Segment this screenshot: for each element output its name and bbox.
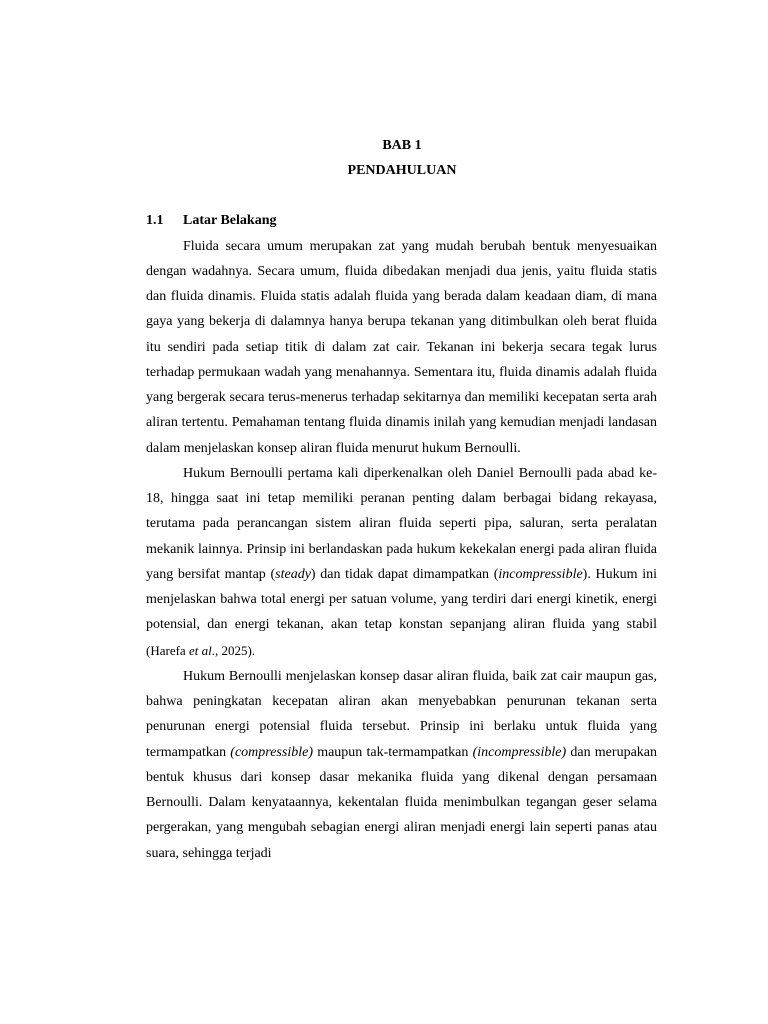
italic-term: incompressible (498, 566, 583, 582)
paragraph-text: ). Hukum ini menjelaskan bahwa total energi per satuan volume, yang terdiri dari energi kinetik, energi potensial, dan energi tekanan, akan tetap konstan sepanjang aliran fluida yang stabil (146, 566, 657, 633)
italic-term: steady (275, 566, 311, 582)
paragraph (146, 664, 657, 866)
citation-year: 2025). (221, 642, 256, 658)
paragraph: Fluida secara umum merupakan zat yang mudah berubah bentuk menyesuaikan dengan wadahnya. Secara umum, fluida dibedakan menjadi dua jenis, yaitu fluida statis dan fluida dinamis. Fluida statis adalah fluida yang berada dalam keadaan diam, di mana gaya yang bekerja di dalamnya hanya berupa tekanan yang ditimbulkan oleh berat fluida itu sendiri pada setiap titik di dalam zat cair. Tekanan ini bekerja secara tegak lurus terhadap permukaan wadah yang menahannya. Sementara itu, fluida dinamis adalah fluida yang bergerak secara terus-menerus terhadap sekitarnya dan memiliki kecepatan serta arah aliran tertentu. Pemahaman tentang fluida dinamis inilah yang kemudian menjadi landasan dalam menjelaskan konsep aliran fluida menurut hukum Bernoulli. (146, 238, 657, 456)
chapter-title: PENDAHULUAN (347, 163, 457, 178)
paragraph-text: Hukum Bernoulli pertama kali diperkenalkan oleh Daniel Bernoulli pada abad ke-18, hingga saat ini tetap memiliki peranan penting dalam berbagai bidang rekayasa, terutama pada perancangan sistem aliran fluida seperti pipa, saluran, serta peralatan mekanik lainnya. Prinsip ini berlandaskan pada hukum kekekalan energi pada aliran fluida yang bersifat mantap ( (146, 465, 657, 582)
citation-author: (Harefa (146, 642, 189, 658)
citation-et-al: et al (188, 642, 212, 658)
section-title: Latar Belakang (183, 213, 277, 228)
body-text (146, 234, 657, 866)
paragraph-text: dan merupakan bentuk khusus dari konsep dasar mekanika fluida yang dikenal dengan persamaan Bernoulli. Dalam kenyataannya, kekentalan fluida menimbulkan tegangan geser selama pergerakan, yang mengubah sebagian energi aliran menjadi energi lain seperti panas atau suara, sehingga terjadi (146, 744, 657, 861)
italic-term: (compressible) (230, 744, 313, 760)
section-heading (146, 212, 276, 230)
section-number: 1.1 (146, 213, 164, 228)
paragraph-text: ) dan tidak dapat dimampatkan ( (310, 566, 499, 582)
chapter-number: BAB 1 (382, 138, 422, 153)
paragraph (146, 461, 657, 664)
citation-separator: ., (211, 642, 222, 658)
italic-term: (incompressible) (472, 744, 567, 760)
paragraph-text: Hukum Bernoulli menjelaskan konsep dasar aliran fluida, baik zat cair maupun gas, bahwa peningkatan kecepatan aliran akan menyebabkan penurunan tekanan serta penurunan energi potensial fluida tersebut. Prinsip ini berlaku untuk fluida yang termampatkan (146, 668, 657, 760)
paragraph-text: maupun tak-termampatkan (312, 744, 473, 760)
